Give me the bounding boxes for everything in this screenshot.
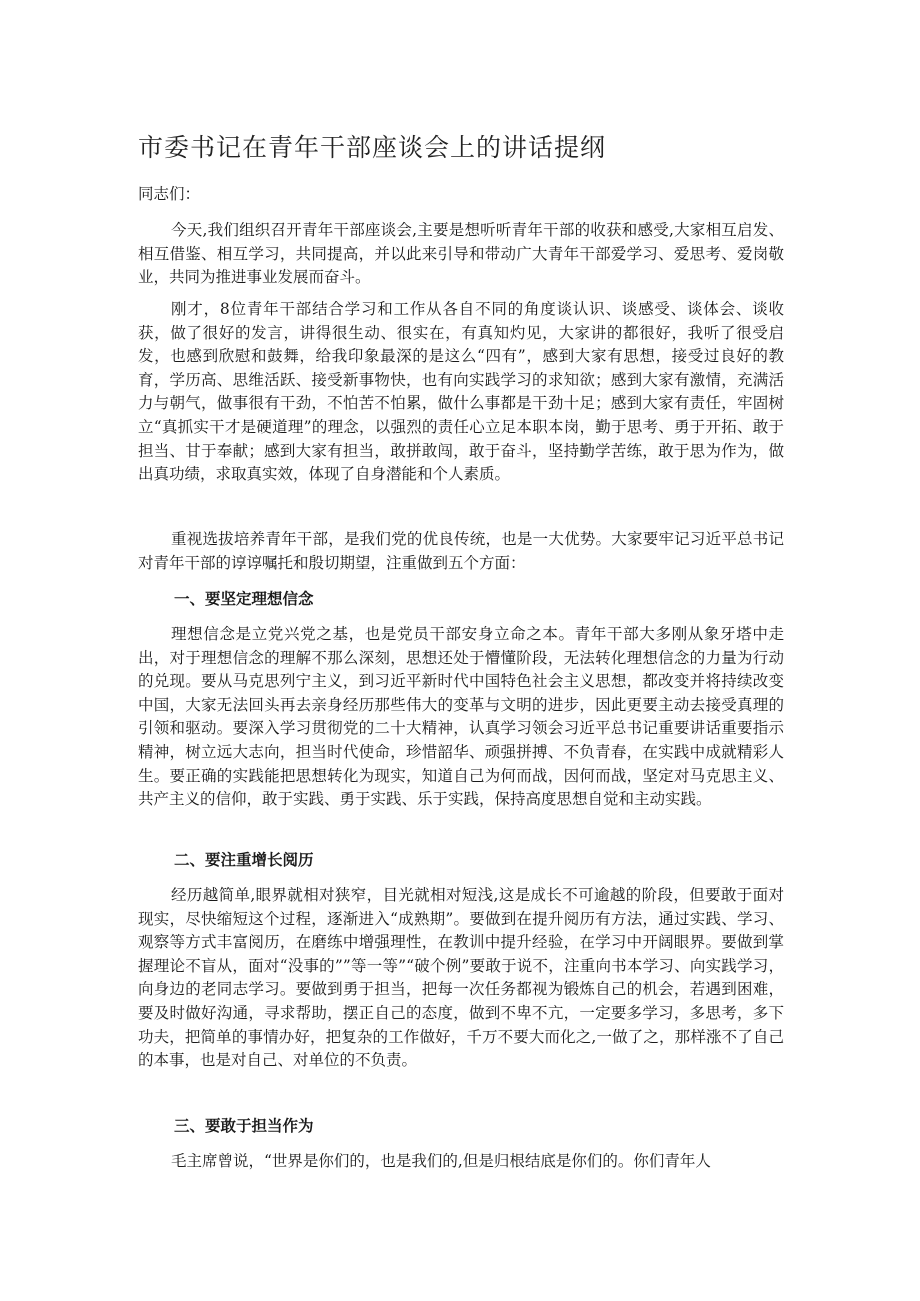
- salutation: 同志们：: [138, 185, 201, 203]
- section-heading-responsibility: 三、要敢于担当作为: [174, 1116, 314, 1135]
- section-heading-experience: 二、要注重增长阅历: [174, 850, 314, 869]
- section-heading-ideals: 一、要坚定理想信念: [174, 589, 314, 608]
- paragraph-five-aspects: 重视选拔培养青年干部，是我们党的优良传统，也是一大优势。大家要牢记习近平总书记对青年干部的谆谆嘱托和殷切期望，注重做到五个方面：: [138, 530, 784, 572]
- section-body-experience: 经历越简单,眼界就相对狭窄，目光就相对短浅,这是成长不可逾越的阶段，但要敢于面对现实，尽快缩短这个过程，逐渐进入“成熟期”。要做到在提升阅历有方法，通过实践、学习、观察等方式丰富阅历，在磨练中增强理性，在教训中提升经验，在学习中开阔眼界。要做到掌握理论不盲从，面对“没事的””等一等”“破个例”要敢于说不，注重向书本学习、向实践学习，向身边的老同志学习。要做到勇于担当，把每一次任务都视为锻炼自己的机会，若遇到困难，要及时做好沟通，寻求帮助，摆正自己的态度，做到不卑不亢，一定要多学习，多思考，多下功夫，把简单的事情办好，把复杂的工作做好，千万不要大而化之,一做了之，那样涨不了自己的本事，也是对自己、对单位的不负责。: [138, 886, 784, 1070]
- document-title: 市委书记在青年干部座谈会上的讲话提纲: [138, 133, 607, 162]
- paragraph-impressions: 刚才，8位青年干部结合学习和工作从各自不同的角度谈认识、谈感受、谈体会、谈收获，做了很好的发言，讲得很生动、很实在，有真知灼见，大家讲的都很好，我听了很受启发，也感到欣慰和鼓舞，给我印象最深的是这么“四有”，感到大家有思想，接受过良好的教育，学历高、思维活跃、接受新事物快，也有向实践学习的求知欲；感到大家有激情，充满活力与朝气，做事很有干劲，不怕苦不怕累，做什么事都是干劲十足；感到大家有责任，牢固树立“真抓实干才是硬道理”的理念，以强烈的责任心立足本职本岗，勤于思考、勇于开拓、敢于担当、甘于奉献；感到大家有担当，敢拼敢闯，敢于奋斗，坚持勤学苦练，敢于思为作为，做出真功绩，求取真实效，体现了自身潜能和个人素质。: [138, 300, 784, 484]
- paragraph-intro: 今天,我们组织召开青年干部座谈会,主要是想听听青年干部的收获和感受,大家相互启发、相互借鉴、相互学习，共同提高，并以此来引导和带动广大青年干部爱学习、爱思考、爱岗敬业，共同为推进事业发展而奋斗。: [138, 221, 784, 287]
- section-body-responsibility: 毛主席曾说，“世界是你们的，也是我们的,但是归根结底是你们的。你们青年人: [171, 1152, 711, 1170]
- section-body-ideals: 理想信念是立党兴党之基，也是党员干部安身立命之本。青年干部大多刚从象牙塔中走出，对于理想信念的理解不那么深刻，思想还处于懵懂阶段，无法转化理想信念的力量为行动的兑现。要从马克思列宁主义，到习近平新时代中国特色社会主义思想，都改变并将持续改变中国，大家无法回头再去亲身经历那些伟大的变革与文明的进步，因此更要主动去接受真理的引领和驱动。要深入学习贯彻党的二十大精神，认真学习领会习近平总书记重要讲话重要指示精神，树立远大志向，担当时代使命，珍惜韶华、顽强拼搏、不负青春，在实践中成就精彩人生。要正确的实践能把思想转化为现实，知道自己为何而战，因何而战，坚定对马克思主义、共产主义的信仰，敢于实践、勇于实践、乐于实践，保持高度思想自觉和主动实践。: [138, 625, 784, 809]
